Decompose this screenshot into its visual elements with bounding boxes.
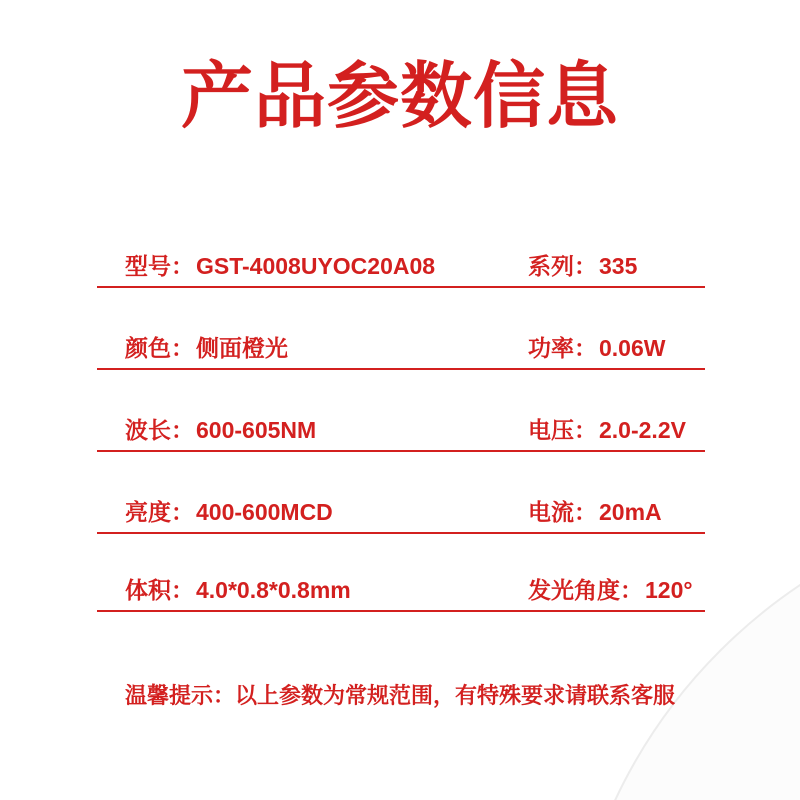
param-label: 颜色 [125, 335, 171, 361]
param-label: 电流 [528, 499, 574, 525]
service-note: 温馨提示：以上参数为常规范围，有特殊要求请联系客服 [124, 683, 675, 708]
colon-separator: ： [620, 577, 643, 603]
table-row [97, 452, 705, 534]
param-value: 2.0-2.2V [599, 417, 686, 443]
param-value: 0.06W [599, 335, 666, 361]
param-label: 功率 [528, 335, 574, 361]
page-title: 产品参数信息 [180, 57, 619, 137]
param-label: 电压 [528, 417, 574, 443]
param-value: 120° [645, 577, 693, 603]
param-value: 侧面橙光 [196, 335, 288, 361]
colon-separator: ： [171, 577, 194, 603]
param-power [528, 334, 705, 368]
param-wavelength [97, 416, 528, 450]
parameter-table [97, 206, 705, 612]
param-size [97, 576, 528, 610]
param-label: 系列 [528, 253, 574, 279]
param-color [97, 334, 528, 368]
table-row [97, 206, 705, 288]
param-model [97, 252, 528, 286]
param-value: GST-4008UYOC20A08 [196, 253, 436, 279]
colon-separator: ： [574, 417, 597, 443]
colon-separator: ： [171, 335, 194, 361]
param-current [528, 498, 705, 532]
colon-separator: ： [171, 253, 194, 279]
param-voltage [528, 416, 705, 450]
colon-separator: ： [574, 499, 597, 525]
table-row [97, 534, 705, 612]
param-value: 600-605NM [196, 417, 317, 443]
param-label: 亮度 [125, 499, 171, 525]
colon-separator: ： [171, 417, 194, 443]
param-value: 4.0*0.8*0.8mm [196, 577, 351, 603]
param-value: 335 [599, 253, 638, 279]
colon-separator: ： [574, 253, 597, 279]
colon-separator: ： [171, 499, 194, 525]
param-label: 发光角度 [528, 577, 620, 603]
param-brightness [97, 498, 528, 532]
param-beam-angle [528, 576, 705, 610]
table-row [97, 370, 705, 452]
colon-separator: ： [574, 335, 597, 361]
param-label: 体积 [125, 577, 171, 603]
table-row [97, 288, 705, 370]
param-value: 20mA [599, 499, 662, 525]
param-series [528, 252, 705, 286]
param-label: 波长 [125, 417, 171, 443]
param-value: 400-600MCD [196, 499, 333, 525]
param-label: 型号 [125, 253, 171, 279]
